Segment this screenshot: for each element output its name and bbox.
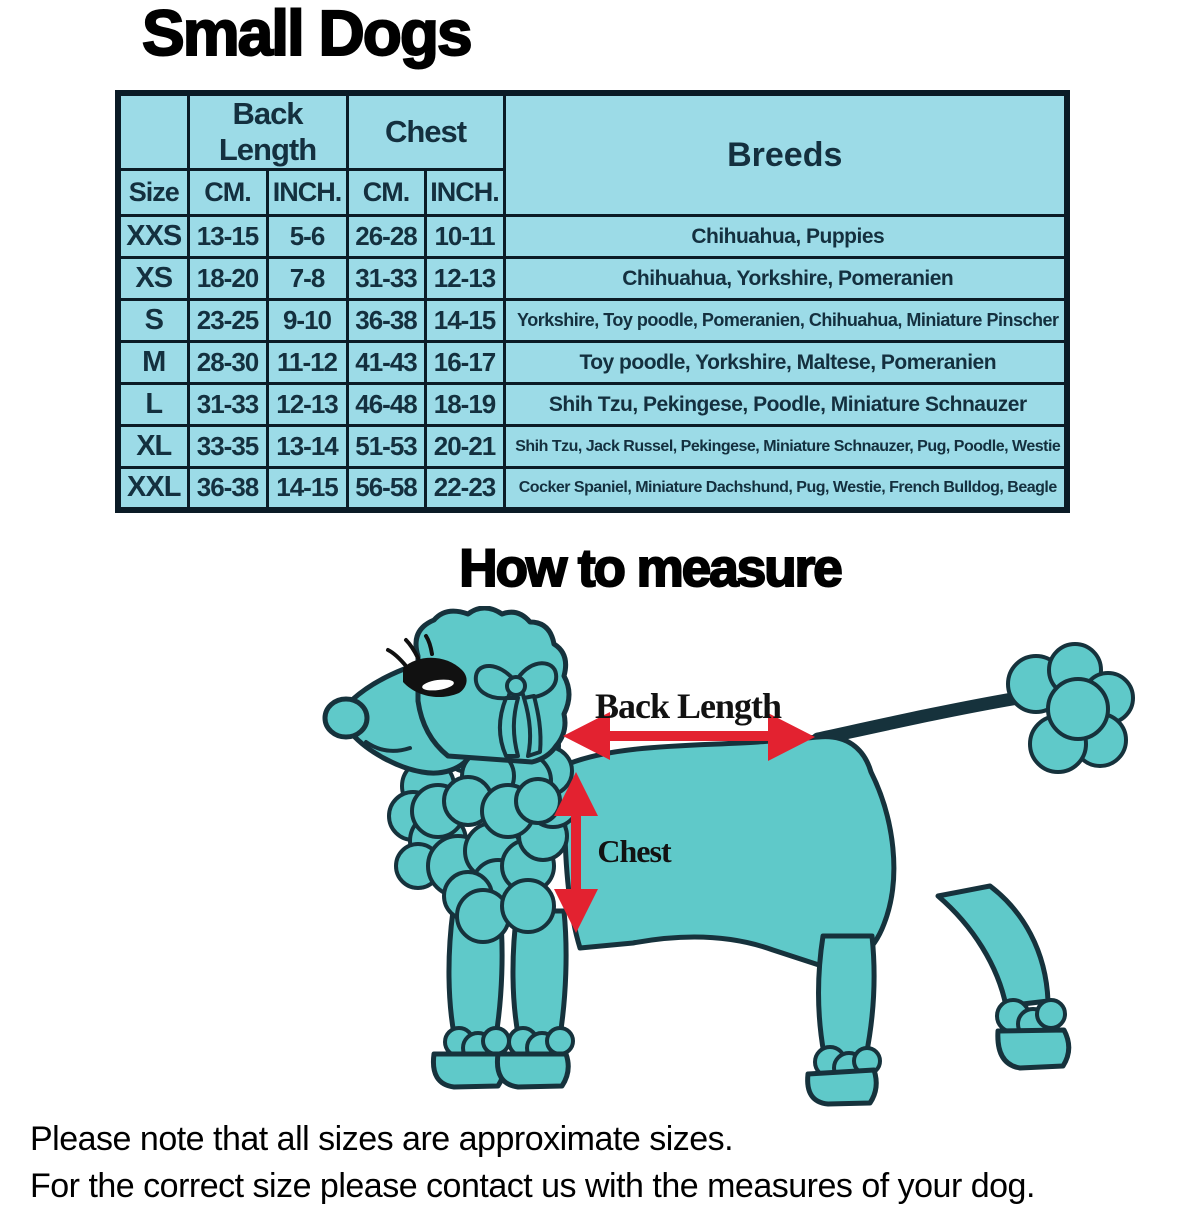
back-inch-header: INCH. — [267, 170, 347, 216]
breeds-text: Cocker Spaniel, Miniature Dachshund, Pug, Westie, French Bulldog, Beagle — [518, 478, 1057, 496]
dog-nose — [325, 699, 367, 737]
back-cm-cell: 31-33 — [188, 384, 267, 426]
breeds-cell — [504, 300, 1067, 342]
size-cell: S — [118, 300, 188, 342]
chest-cm-cell: 41-43 — [347, 342, 425, 384]
chest-inch-cell: 12-13 — [425, 258, 504, 300]
back-inch-cell: 14-15 — [267, 468, 347, 510]
breeds-text: Chihuahua, Puppies — [691, 224, 885, 248]
back-cm-cell: 28-30 — [188, 342, 267, 384]
chest-inch-cell: 18-19 — [425, 384, 504, 426]
poodle-illustration — [325, 608, 1133, 1104]
breeds-cell — [504, 342, 1067, 384]
size-cell: XXS — [118, 216, 188, 258]
chest-inch-cell: 20-21 — [425, 426, 504, 468]
chest-header: Chest — [347, 93, 504, 170]
breeds-cell — [504, 384, 1067, 426]
chest-cm-header: CM. — [347, 170, 425, 216]
breeds-header: Breeds — [504, 93, 1067, 216]
size-cell: L — [118, 384, 188, 426]
dog-tail-pompom — [1008, 644, 1133, 772]
breeds-text: Chihuahua, Yorkshire, Pomeranien — [622, 266, 954, 290]
table-row-xl — [118, 426, 1067, 468]
breeds-cell — [504, 258, 1067, 300]
chest-inch-header: INCH. — [425, 170, 504, 216]
size-cell: XS — [118, 258, 188, 300]
back-length-header: Back Length — [188, 93, 347, 170]
breeds-text: Shih Tzu, Pekingese, Poodle, Miniature Schnauzer — [548, 392, 1027, 416]
chest-cm-cell: 36-38 — [347, 300, 425, 342]
chest-cm-cell: 51-53 — [347, 426, 425, 468]
chest-inch-cell: 22-23 — [425, 468, 504, 510]
breeds-text: Toy poodle, Yorkshire, Maltese, Pomeranien — [579, 350, 997, 374]
back-inch-cell: 9-10 — [267, 300, 347, 342]
dog-tail — [818, 698, 1018, 739]
page-title: Small Dogs — [142, 0, 471, 69]
back-cm-header: CM. — [188, 170, 267, 216]
table-row-s — [118, 300, 1067, 342]
chest-cm-cell: 56-58 — [347, 468, 425, 510]
table-row-l — [118, 384, 1067, 426]
dog-rear-leg-far — [938, 886, 1069, 1068]
table-row-xxs — [118, 216, 1067, 258]
dog-front-leg-right — [497, 911, 573, 1087]
size-chart-table — [115, 90, 1070, 513]
back-inch-cell: 12-13 — [267, 384, 347, 426]
chest-label: Chest — [597, 833, 671, 869]
chest-cm-cell: 46-48 — [347, 384, 425, 426]
size-cell: XL — [118, 426, 188, 468]
footer-line-1: Please note that all sizes are approximate sizes. — [30, 1120, 734, 1158]
chest-inch-cell: 10-11 — [425, 216, 504, 258]
breeds-cell — [504, 426, 1067, 468]
back-cm-cell: 13-15 — [188, 216, 267, 258]
back-cm-cell: 36-38 — [188, 468, 267, 510]
back-inch-cell: 5-6 — [267, 216, 347, 258]
back-length-label: Back Length — [594, 686, 782, 726]
chest-inch-cell: 16-17 — [425, 342, 504, 384]
back-cm-cell: 33-35 — [188, 426, 267, 468]
chest-inch-cell: 14-15 — [425, 300, 504, 342]
size-header: Size — [118, 170, 188, 216]
table-group-header-row — [118, 93, 1067, 170]
footer-note — [30, 1116, 1190, 1210]
chest-cm-cell: 31-33 — [347, 258, 425, 300]
back-inch-cell: 13-14 — [267, 426, 347, 468]
table-row-m — [118, 342, 1067, 384]
back-cm-cell: 23-25 — [188, 300, 267, 342]
back-inch-cell: 7-8 — [267, 258, 347, 300]
table-row-xxl — [118, 468, 1067, 510]
breeds-cell — [504, 468, 1067, 510]
breeds-cell — [504, 216, 1067, 258]
table-row-xs — [118, 258, 1067, 300]
back-inch-cell: 11-12 — [267, 342, 347, 384]
dog-rear-leg-near — [808, 936, 880, 1104]
size-cell: M — [118, 342, 188, 384]
breeds-text: Shih Tzu, Jack Russel, Pekingese, Miniature Schnauzer, Pug, Poodle, Westie — [515, 437, 1061, 455]
chest-cm-cell: 26-28 — [347, 216, 425, 258]
dog-measure-diagram — [318, 606, 1138, 1111]
size-cell: XXL — [118, 468, 188, 510]
footer-line-2: For the correct size please contact us with the measures of your dog. — [30, 1167, 1035, 1205]
back-cm-cell: 18-20 — [188, 258, 267, 300]
breeds-text: Yorkshire, Toy poodle, Pomeranien, Chihuahua, Miniature Pinscher — [517, 310, 1059, 330]
how-to-measure-title: How to measure — [459, 539, 841, 598]
empty-corner-cell — [118, 93, 188, 170]
